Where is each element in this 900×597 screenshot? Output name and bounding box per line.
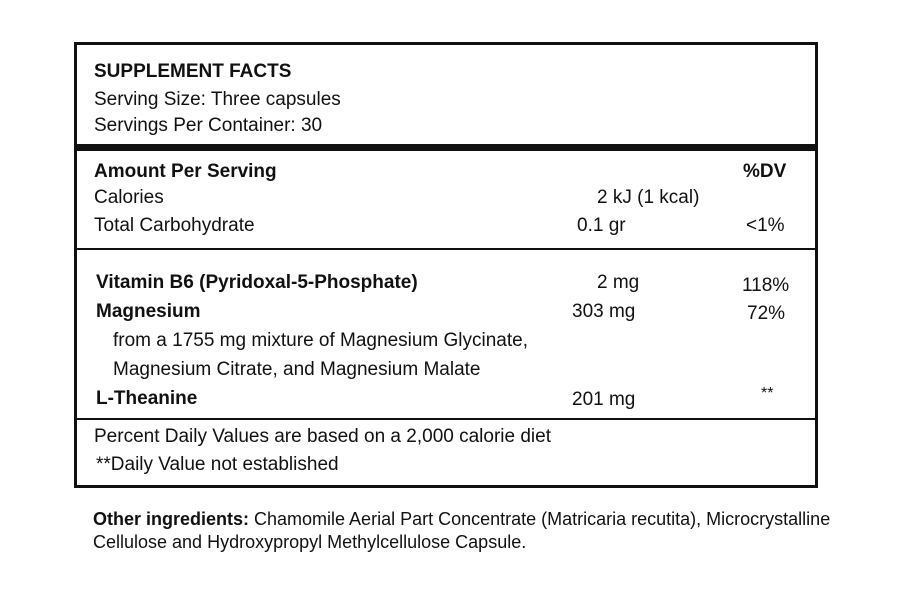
magnesium-note-line2: Magnesium Citrate, and Magnesium Malate bbox=[113, 359, 481, 380]
magnesium-dv: 72% bbox=[747, 303, 786, 324]
calories-name: Calories bbox=[94, 187, 164, 208]
carbohydrate-dv: <1% bbox=[746, 215, 785, 236]
l-theanine-amount: 201 mg bbox=[572, 389, 636, 410]
magnesium-name: Magnesium bbox=[96, 301, 201, 322]
l-theanine-dv: ** bbox=[761, 385, 774, 402]
magnesium-amount: 303 mg bbox=[572, 301, 636, 322]
vitamin-b6-name: Vitamin B6 (Pyridoxal-5-Phosphate) bbox=[96, 272, 418, 293]
other-ingredients bbox=[93, 508, 853, 554]
dv-heading: %DV bbox=[743, 161, 787, 182]
footnote-divider bbox=[77, 418, 815, 420]
carbohydrate-name: Total Carbohydrate bbox=[94, 215, 255, 236]
footnote-daily-values: Percent Daily Values are based on a 2,000 calorie diet bbox=[94, 426, 551, 447]
amount-per-serving-heading: Amount Per Serving bbox=[94, 161, 277, 182]
carbohydrate-amount: 0.1 gr bbox=[577, 215, 626, 236]
other-ingredients-text: Chamomile Aerial Part Concentrate (Matricaria recutita), Microcrystalline Cellulose and Hydroxypropyl Methylcellulose Capsule. bbox=[93, 509, 831, 552]
panel-title: SUPPLEMENT FACTS bbox=[94, 61, 292, 82]
magnesium-note-line1: from a 1755 mg mixture of Magnesium Glycinate, bbox=[113, 330, 529, 351]
servings-per-container: Servings Per Container: 30 bbox=[94, 115, 323, 136]
l-theanine-name: L-Theanine bbox=[96, 388, 198, 409]
thin-divider bbox=[77, 248, 815, 250]
footnote-not-established: **Daily Value not established bbox=[96, 454, 339, 475]
other-ingredients-label: Other ingredients: bbox=[93, 509, 250, 529]
thick-divider bbox=[77, 144, 815, 151]
vitamin-b6-dv: 118% bbox=[742, 275, 790, 296]
calories-amount: 2 kJ (1 kcal) bbox=[597, 187, 700, 208]
supplement-facts-panel bbox=[74, 42, 818, 488]
serving-size: Serving Size: Three capsules bbox=[94, 89, 341, 110]
vitamin-b6-amount: 2 mg bbox=[597, 272, 640, 293]
